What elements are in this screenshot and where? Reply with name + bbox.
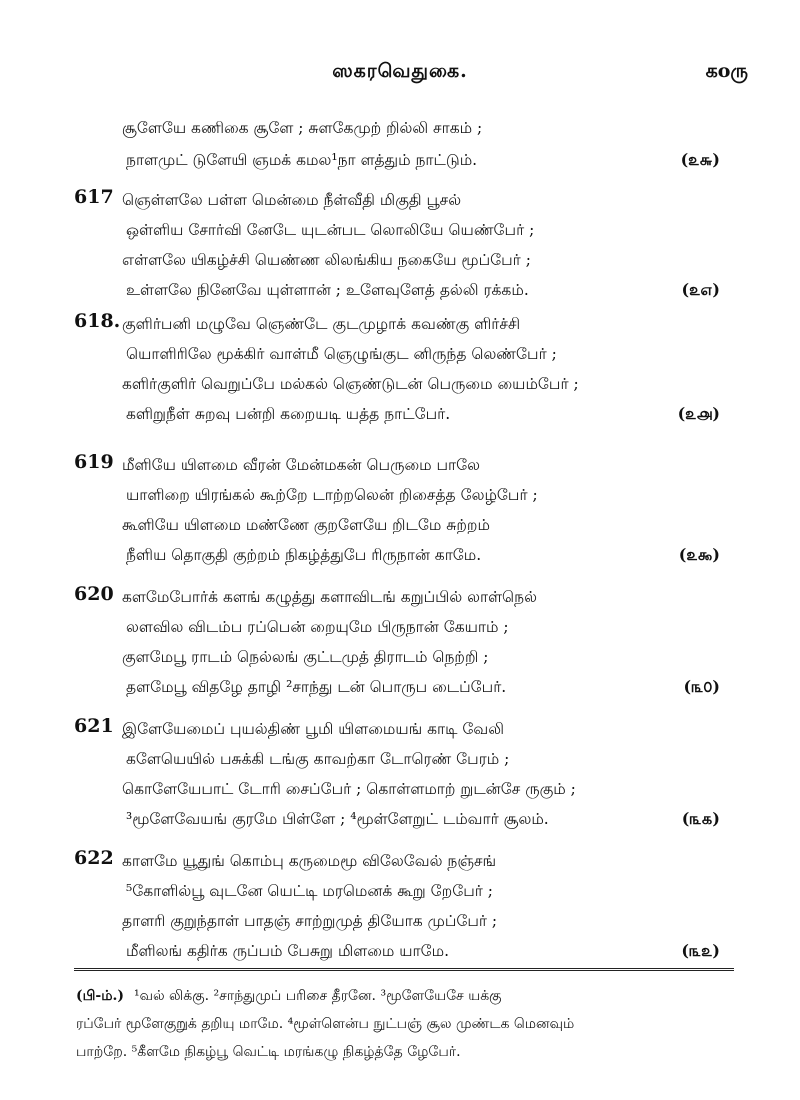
verse-line: களேயெயில் பசுக்கி டங்கு காவற்கா டோரெண் பேரம் ;: [126, 750, 510, 768]
verse-line: குளிர்பனி மழுவே ஞெண்டே குடமுழாக் கவண்கு ளிர்ச்சி: [122, 315, 521, 333]
verse-line: எள்ளலே யிகழ்ச்சி யெண்ண லிலங்கிய நகையே மூப்பேர் ;: [122, 251, 531, 269]
verse-line: யொளிரிலே மூக்கிர் வாள்மீ ஞெழுங்குட னிருந்த லெண்பேர் ;: [126, 345, 557, 363]
verse-count: (௨௭): [681, 280, 720, 299]
verse-line: இளேயேமைப் புயல்திண் பூமி யிளமையங் காடி வேலி: [122, 720, 505, 738]
verse-line: தாளரி குறுந்தாள் பாதஞ் சாற்றுமுத் தியோக முப்பேர் ;: [122, 912, 498, 930]
footnote-text: ¹வல் லிக்கு. ²சாந்துமுப் பரிசை தீரனே. ³மூளேயேசே யக்கு: [133, 988, 502, 1004]
verse-count: (௨௬): [680, 150, 720, 169]
verse-line: கூளியே யிளமை மண்ணே குறளேயே றிடமே சுற்றம்: [122, 516, 490, 534]
verse-line: மீளிலங் கதிர்க ருப்பம் பேசுறு மிளமை யாமே.: [126, 942, 450, 960]
verse-line: ஞெள்ளலே பள்ள மென்மை நீள்வீதி மிகுதி பூசல்: [122, 191, 462, 209]
verse-line: தளமேபூ விதழே தாழி ²சாந்து டன் பொருப டைப்பேர்.: [126, 678, 507, 696]
verse-line: லளவில விடம்ப ரப்பென் றையுமே பிருநான் கேயாம் ;: [126, 618, 509, 636]
verse-line: காளமே யூதுங் கொம்பு கருமைமூ விலேவேல் நஞ்சங்: [122, 852, 497, 870]
verse-number: 622: [74, 847, 114, 869]
footnote-divider: [74, 968, 734, 971]
verse-line: யாளிறை யிரங்கல் கூற்றே டாற்றலென் றிசைத்த லேழ்பேர் ;: [126, 486, 538, 504]
verse-line: உள்ளலே நினேவே யுள்ளான் ; உளேவுளேத் தல்லி ரக்கம்.: [126, 281, 529, 299]
verse-line: ⁵கோளில்பூ வுடனே யெட்டி மரமெனக் கூறு றேபேர் ;: [126, 882, 494, 900]
verse-number: 617: [74, 186, 114, 208]
verse-line: மீளியே யிளமை வீரன் மேன்மகன் பெருமை பாலே: [122, 456, 481, 474]
verse-line: ஒள்ளிய சோர்வி னேடே யுடன்பட லொலியே யெண்பேர் ;: [126, 221, 535, 239]
verse-line: களிறுநீள் சுறவு பன்றி கறையடி யத்த நாட்பேர்.: [126, 405, 451, 423]
verse-count: (௨௮): [677, 404, 720, 423]
footnote-line: [76, 986, 502, 1006]
verse-count: (௨௯): [678, 545, 720, 564]
verse-line: குளமேபூ ராடம் நெல்லங் குட்டமுத் திராடம் நெற்றி ;: [122, 648, 489, 666]
verse-count: (௩௦): [683, 677, 720, 696]
verse-line: கொளேயேபாட் டோரி சைப்பேர் ; கொள்ளமாற் றுடன்சே ருகும் ;: [122, 780, 576, 798]
verse-line: களிர்குளிர் வெறுப்பே மல்கல் ஞெண்டுடன் பெருமை யைம்பேர் ;: [122, 375, 579, 393]
footnote-line: பாற்றே. ⁵கீளமே நிகழ்பூ வெட்டி மரங்கழு நிகழ்த்தே ழேபேர்.: [76, 1044, 461, 1060]
verse-number: 618.: [74, 310, 121, 332]
verse-count: (௩௧): [681, 809, 720, 828]
verse-number: 620: [74, 583, 114, 605]
verse-line: சூளேயே கணிகை சூளே ; சுளகேமுற் றில்லி சாகம் ;: [122, 119, 483, 137]
verse-line: ³மூளேவேயங் குரமே பிள்ளே ; ⁴மூள்ளேறுட் டம்வார் சூலம்.: [126, 810, 549, 828]
verse-number: 621: [74, 715, 114, 737]
page-title: ஸகரவெதுகை.: [332, 60, 468, 82]
footnote-label: (பி-ம்.): [76, 988, 124, 1004]
footnote-line: ரப்பேர் மூளேகுறுக் தறியு மாமே. ⁴மூள்ளென்ப நுட்பஞ் சூல முண்டக மெனவும்: [76, 1016, 575, 1032]
verse-line: நாளமுட் டுளேயி ஞமக் கமல¹நா ளத்தும் நாட்டும்.: [126, 151, 478, 169]
verse-number: 619: [74, 451, 114, 473]
verse-count: (௩௨): [681, 941, 720, 960]
verse-line: களமேபோர்க் களங் கழுத்து களாவிடங் கறுப்பில் லாள்நெல்: [122, 588, 537, 606]
page-number: கoரு: [705, 60, 748, 82]
verse-line: நீளிய தொகுதி குற்றம் நிகழ்த்துபே ரிருநான் காமே.: [126, 546, 482, 564]
